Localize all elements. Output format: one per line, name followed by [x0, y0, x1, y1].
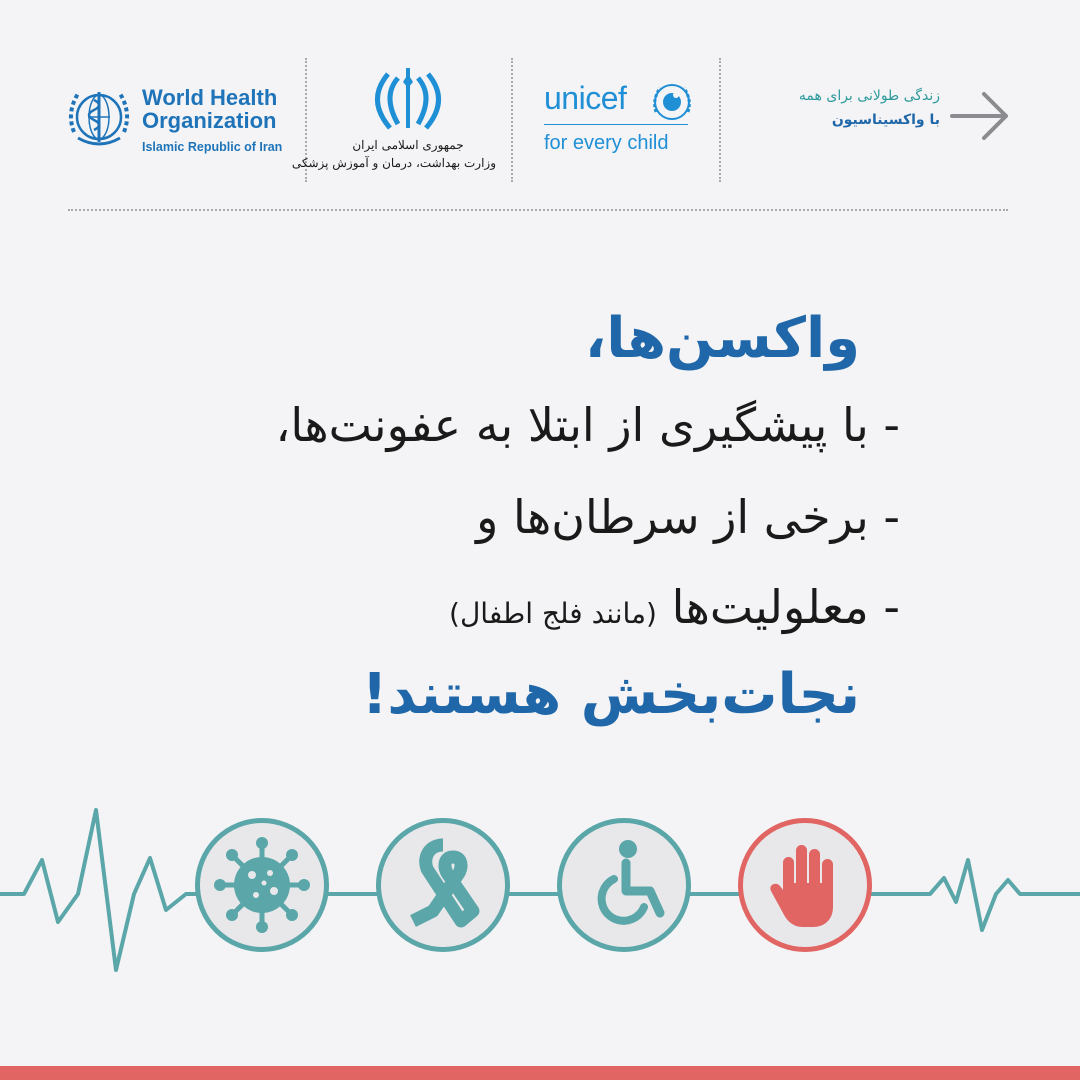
message-bullet-1: - با پیشگیری از ابتلا به عفونت‌ها، [275, 398, 900, 452]
who-name-line1: World Health [142, 85, 278, 110]
iran-ministry-line1: جمهوری اسلامی ایران [352, 138, 464, 152]
heartbeat-line [0, 790, 1080, 990]
unicef-rule [544, 124, 688, 125]
wheelchair-icon [562, 823, 686, 947]
who-logo [60, 60, 290, 180]
cancer-ribbon-icon-badge [376, 818, 510, 952]
who-name [142, 86, 277, 132]
bottom-bar [0, 1066, 1080, 1080]
unicef-tagline: for every child [544, 132, 669, 154]
cancer-ribbon-icon [381, 823, 505, 947]
unicef-emblem-icon [652, 82, 692, 122]
virus-icon [200, 823, 324, 947]
unicef-wordmark: unicef [544, 80, 627, 116]
slogan-line1: زندگی طولانی برای همه [798, 88, 940, 104]
header-separator [68, 209, 1008, 211]
stop-hand-icon [743, 823, 867, 947]
virus-icon-badge [195, 818, 329, 952]
message-bullet-3-note: (مانند فلج اطفال) [449, 597, 657, 630]
message-bullet-3 [40, 580, 900, 634]
arrow-right-icon[interactable] [948, 86, 1014, 146]
campaign-slogan [730, 60, 940, 180]
unicef-logo [530, 60, 710, 180]
who-name-line2: Organization [142, 108, 277, 133]
message-bullet-2: - برخی از سرطان‌ها و [476, 490, 900, 544]
slogan-line2: با واکسیناسیون [831, 112, 940, 128]
who-subtitle: Islamic Republic of Iran [142, 140, 283, 154]
message-closing: نجات‌بخش هستند! [361, 662, 860, 727]
message-title: واکسن‌ها، [584, 306, 860, 371]
header-divider [511, 58, 513, 182]
iran-ministry-logo [291, 60, 500, 180]
stop-hand-icon-badge [738, 818, 872, 952]
who-emblem-icon [64, 82, 134, 152]
iran-emblem-icon [368, 64, 448, 136]
message-bullet-3-text: - معلولیت‌ها [671, 580, 900, 634]
wheelchair-icon-badge [557, 818, 691, 952]
iran-ministry-line2: وزارت بهداشت، درمان و آموزش پزشکی [291, 156, 496, 170]
header-divider [719, 58, 721, 182]
